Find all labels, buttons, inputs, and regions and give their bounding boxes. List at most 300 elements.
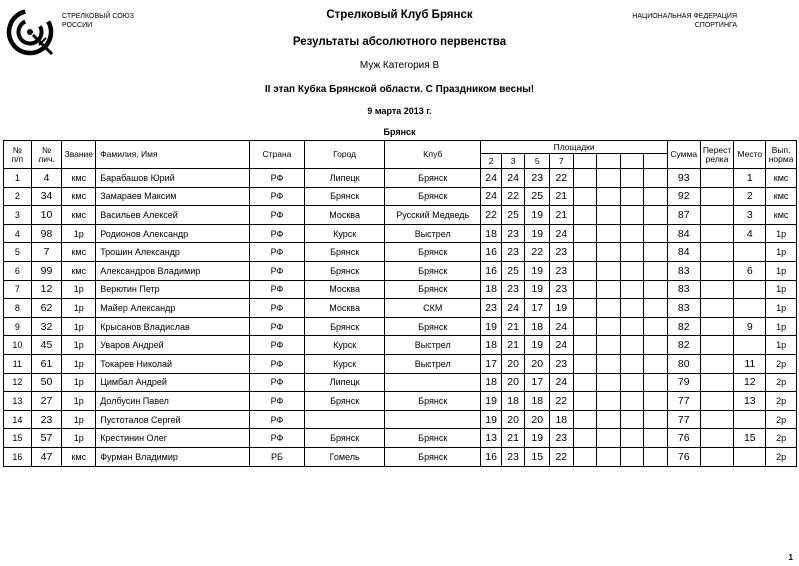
event-city: Брянск: [383, 127, 416, 137]
cell-score: 18: [525, 317, 550, 336]
cell-rank: кмс: [62, 261, 96, 280]
cell-norm: 1р: [766, 261, 797, 280]
cell-score-empty: [597, 206, 621, 225]
cell-club: Выстрел: [385, 224, 481, 243]
cell-name: Васильев Алексей: [96, 206, 250, 225]
cell-club: СКМ: [385, 299, 481, 318]
cell-shootoff: [700, 280, 734, 299]
cell-score: 23: [550, 261, 574, 280]
cell-rank: 1р: [62, 317, 96, 336]
cell-country: РФ: [249, 392, 304, 411]
cell-norm: 1р: [766, 317, 797, 336]
col-norm: Вып. норма: [766, 141, 797, 169]
cell-score: 24: [550, 373, 574, 392]
cell-sum: 79: [667, 373, 700, 392]
cell-score: 18: [525, 392, 550, 411]
cell-score: 18: [481, 336, 501, 355]
cell-score: 20: [501, 354, 525, 373]
cell-place: [734, 336, 766, 355]
cell-score: 16: [481, 243, 501, 262]
table-row: [4, 206, 797, 225]
cell-score-empty: [620, 243, 644, 262]
cell-club: Брянск: [385, 317, 481, 336]
cell-country: РФ: [249, 206, 304, 225]
platform-empty: [597, 154, 621, 169]
cell-personal-number: 23: [31, 410, 62, 429]
cell-sum: 87: [667, 206, 700, 225]
cell-rank: 1р: [62, 280, 96, 299]
table-row: [4, 280, 797, 299]
cell-sum: 83: [667, 261, 700, 280]
table-row: [4, 224, 797, 243]
cell-place: 12: [734, 373, 766, 392]
cell-place: 13: [734, 392, 766, 411]
cell-score-empty: [620, 336, 644, 355]
cell-name: Цимбал Андрей: [96, 373, 250, 392]
table-row: [4, 447, 797, 466]
cell-score-empty: [620, 206, 644, 225]
cell-score-empty: [597, 373, 621, 392]
table-row: [4, 187, 797, 206]
cell-country: РФ: [249, 410, 304, 429]
col-club: Клуб: [385, 141, 481, 169]
cell-city: Брянск: [305, 261, 385, 280]
cell-sum: 77: [667, 410, 700, 429]
cell-place: 6: [734, 261, 766, 280]
cell-norm: 2р: [766, 392, 797, 411]
col-number: № п/п: [4, 141, 32, 169]
cell-score-empty: [573, 280, 597, 299]
platform-number: 2: [481, 154, 501, 169]
platform-number: 3: [501, 154, 525, 169]
cell-rank: 1р: [62, 299, 96, 318]
cell-score-empty: [597, 336, 621, 355]
cell-score-empty: [597, 187, 621, 206]
cell-country: РФ: [249, 299, 304, 318]
cell-score: 23: [550, 429, 574, 448]
table-row: [4, 354, 797, 373]
cell-place: [734, 243, 766, 262]
cell-score: 20: [525, 354, 550, 373]
cell-rank: кмс: [62, 169, 96, 188]
cell-score: 23: [550, 280, 574, 299]
cell-score: 22: [501, 187, 525, 206]
cell-score: 20: [525, 410, 550, 429]
cell-club: Брянск: [385, 392, 481, 411]
cell-city: Брянск: [305, 243, 385, 262]
cell-score: 16: [481, 261, 501, 280]
col-name: Фамилия, Имя: [96, 141, 250, 169]
cell-score: 18: [481, 280, 501, 299]
cell-score-empty: [597, 317, 621, 336]
cell-name: Долбусин Павел: [96, 392, 250, 411]
cell-city: Курск: [305, 354, 385, 373]
cell-score-empty: [597, 410, 621, 429]
cell-score-empty: [573, 410, 597, 429]
cell-score-empty: [597, 447, 621, 466]
cell-personal-number: 57: [31, 429, 62, 448]
cell-rank: кмс: [62, 187, 96, 206]
cell-score: 23: [501, 447, 525, 466]
cell-shootoff: [700, 299, 734, 318]
cell-place: [734, 447, 766, 466]
cell-club: Русский Медведь: [385, 206, 481, 225]
cell-name: Фурман Владимир: [96, 447, 250, 466]
cell-personal-number: 62: [31, 299, 62, 318]
cell-city: Москва: [305, 206, 385, 225]
cell-score: 23: [501, 280, 525, 299]
cell-score-empty: [620, 261, 644, 280]
cell-club: Выстрел: [385, 336, 481, 355]
table-row: [4, 392, 797, 411]
cell-city: Москва: [305, 299, 385, 318]
table-row: [4, 299, 797, 318]
cell-club: Брянск: [385, 280, 481, 299]
cell-norm: 1р: [766, 243, 797, 262]
cell-score: 18: [481, 373, 501, 392]
cell-number: 6: [4, 261, 32, 280]
page-number: 1: [788, 553, 793, 562]
table-header-row: [4, 141, 797, 154]
org-left-line2: РОССИИ: [62, 22, 93, 29]
cell-score: 17: [525, 299, 550, 318]
cell-score: 24: [550, 224, 574, 243]
cell-shootoff: [700, 187, 734, 206]
cell-score: 24: [481, 169, 501, 188]
cell-personal-number: 47: [31, 447, 62, 466]
cell-score: 17: [525, 373, 550, 392]
cell-shootoff: [700, 447, 734, 466]
cell-score: 24: [550, 317, 574, 336]
cell-shootoff: [700, 317, 734, 336]
cell-score-empty: [573, 243, 597, 262]
cell-number: 15: [4, 429, 32, 448]
cell-score-empty: [573, 373, 597, 392]
category-title: Муж Категория В: [359, 60, 440, 71]
cell-number: 1: [4, 169, 32, 188]
org-right-line1: НАЦИОНАЛЬНАЯ ФЕДЕРАЦИЯ: [632, 13, 737, 20]
cell-personal-number: 12: [31, 280, 62, 299]
cell-score-empty: [620, 373, 644, 392]
cell-score: 19: [550, 299, 574, 318]
cell-number: 3: [4, 206, 32, 225]
cell-score: 23: [501, 224, 525, 243]
cell-sum: 92: [667, 187, 700, 206]
cell-score-empty: [597, 429, 621, 448]
cell-score: 23: [501, 243, 525, 262]
cell-score: 19: [525, 429, 550, 448]
cell-score-empty: [620, 169, 644, 188]
cell-shootoff: [700, 243, 734, 262]
cell-name: Уваров Андрей: [96, 336, 250, 355]
cell-score-empty: [620, 354, 644, 373]
results-table: [3, 140, 797, 467]
cell-rank: кмс: [62, 206, 96, 225]
cell-score: 19: [481, 410, 501, 429]
col-place: Место: [734, 141, 766, 169]
cell-club: Брянск: [385, 261, 481, 280]
cell-score: 21: [550, 187, 574, 206]
cell-score: 23: [550, 354, 574, 373]
cell-shootoff: [700, 354, 734, 373]
cell-sum: 80: [667, 354, 700, 373]
cell-sum: 77: [667, 392, 700, 411]
cell-score-empty: [573, 299, 597, 318]
cell-name: Крысанов Владислав: [96, 317, 250, 336]
cell-norm: кмс: [766, 206, 797, 225]
cell-number: 12: [4, 373, 32, 392]
cell-score-empty: [644, 410, 668, 429]
col-rank: Звание: [62, 141, 96, 169]
cell-score-empty: [644, 429, 668, 448]
cell-city: Курск: [305, 336, 385, 355]
cell-score-empty: [620, 392, 644, 411]
cell-score-empty: [573, 169, 597, 188]
cell-sum: 76: [667, 429, 700, 448]
cell-rank: кмс: [62, 243, 96, 262]
cell-place: [734, 410, 766, 429]
platform-number: 7: [550, 154, 574, 169]
cell-score: 20: [501, 373, 525, 392]
cell-rank: 1р: [62, 429, 96, 448]
cell-club: Выстрел: [385, 354, 481, 373]
cell-country: РБ: [249, 447, 304, 466]
cell-score: 19: [481, 392, 501, 411]
cell-place: 11: [734, 354, 766, 373]
cell-personal-number: 99: [31, 261, 62, 280]
cell-score-empty: [644, 169, 668, 188]
cell-score-empty: [644, 280, 668, 299]
cell-score-empty: [573, 447, 597, 466]
cell-country: РФ: [249, 169, 304, 188]
cell-score: 24: [481, 187, 501, 206]
table-row: [4, 169, 797, 188]
cell-city: Брянск: [305, 392, 385, 411]
table-row: [4, 243, 797, 262]
col-country: Страна: [249, 141, 304, 169]
cell-score: 20: [501, 410, 525, 429]
cell-norm: 1р: [766, 336, 797, 355]
cell-club: Брянск: [385, 187, 481, 206]
cell-score: 21: [501, 429, 525, 448]
cell-score-empty: [644, 317, 668, 336]
cell-score: 19: [525, 261, 550, 280]
cell-score: 23: [550, 243, 574, 262]
cell-score-empty: [620, 429, 644, 448]
cell-score: 18: [481, 224, 501, 243]
cell-score: 21: [501, 317, 525, 336]
cell-personal-number: 10: [31, 206, 62, 225]
cell-shootoff: [700, 392, 734, 411]
cell-place: 3: [734, 206, 766, 225]
cell-score-empty: [597, 224, 621, 243]
cell-name: Барабашов Юрий: [96, 169, 250, 188]
cell-number: 4: [4, 224, 32, 243]
cell-country: РФ: [249, 243, 304, 262]
cell-score: 18: [550, 410, 574, 429]
cell-personal-number: 34: [31, 187, 62, 206]
cell-country: РФ: [249, 354, 304, 373]
cell-city: Курск: [305, 224, 385, 243]
cell-name: Токарев Николай: [96, 354, 250, 373]
cell-country: РФ: [249, 336, 304, 355]
cell-place: 9: [734, 317, 766, 336]
cell-score-empty: [644, 447, 668, 466]
cell-score-empty: [573, 336, 597, 355]
cell-shootoff: [700, 261, 734, 280]
cell-shootoff: [700, 169, 734, 188]
stage-title: II этап Кубка Брянской области. С Праздником весны!: [264, 84, 535, 95]
cell-score: 23: [525, 169, 550, 188]
table-row: [4, 373, 797, 392]
cell-sum: 82: [667, 317, 700, 336]
cell-club: Брянск: [385, 169, 481, 188]
cell-score-empty: [597, 243, 621, 262]
cell-place: [734, 280, 766, 299]
cell-personal-number: 7: [31, 243, 62, 262]
cell-club: Брянск: [385, 429, 481, 448]
cell-score: 25: [525, 187, 550, 206]
cell-sum: 84: [667, 243, 700, 262]
cell-sum: 82: [667, 336, 700, 355]
cell-score: 22: [525, 243, 550, 262]
cell-score: 17: [481, 354, 501, 373]
cell-personal-number: 50: [31, 373, 62, 392]
cell-score-empty: [620, 447, 644, 466]
table-row: [4, 261, 797, 280]
cell-norm: кмс: [766, 187, 797, 206]
cell-personal-number: 27: [31, 392, 62, 411]
cell-score: 22: [550, 169, 574, 188]
cell-score: 19: [525, 336, 550, 355]
cell-score-empty: [620, 280, 644, 299]
table-row: [4, 317, 797, 336]
cell-city: Липецк: [305, 373, 385, 392]
cell-name: Родионов Александр: [96, 224, 250, 243]
cell-score-empty: [644, 299, 668, 318]
cell-score-empty: [644, 373, 668, 392]
cell-club: Брянск: [385, 447, 481, 466]
event-date: 9 марта 2013 г.: [367, 106, 432, 116]
cell-score-empty: [573, 354, 597, 373]
cell-place: 2: [734, 187, 766, 206]
cell-number: 14: [4, 410, 32, 429]
cell-name: Верютин Петр: [96, 280, 250, 299]
cell-norm: 1р: [766, 299, 797, 318]
cell-name: Трошин Александр: [96, 243, 250, 262]
cell-score-empty: [597, 261, 621, 280]
cell-country: РФ: [249, 429, 304, 448]
platform-empty: [644, 154, 668, 169]
cell-number: 9: [4, 317, 32, 336]
platform-number: 5: [525, 154, 550, 169]
cell-shootoff: [700, 206, 734, 225]
cell-score-empty: [597, 169, 621, 188]
cell-rank: 1р: [62, 410, 96, 429]
cell-personal-number: 98: [31, 224, 62, 243]
cell-club: [385, 373, 481, 392]
cell-norm: 2р: [766, 354, 797, 373]
cell-score-empty: [597, 354, 621, 373]
cell-sum: 83: [667, 299, 700, 318]
cell-place: [734, 299, 766, 318]
cell-score-empty: [644, 206, 668, 225]
col-personal-number: № лич.: [31, 141, 62, 169]
cell-score-empty: [573, 206, 597, 225]
results-title: Результаты абсолютного первенства: [292, 36, 507, 48]
cell-score-empty: [597, 392, 621, 411]
cell-norm: 2р: [766, 410, 797, 429]
cell-score-empty: [620, 410, 644, 429]
cell-sum: 93: [667, 169, 700, 188]
cell-country: РФ: [249, 280, 304, 299]
col-city: Город: [305, 141, 385, 169]
cell-city: Брянск: [305, 187, 385, 206]
cell-shootoff: [700, 429, 734, 448]
cell-score-empty: [644, 336, 668, 355]
cell-sum: 76: [667, 447, 700, 466]
cell-club: Брянск: [385, 243, 481, 262]
cell-score-empty: [597, 280, 621, 299]
cell-score-empty: [573, 429, 597, 448]
cell-rank: 1р: [62, 392, 96, 411]
cell-city: [305, 410, 385, 429]
cell-shootoff: [700, 224, 734, 243]
cell-sum: 83: [667, 280, 700, 299]
cell-score-empty: [573, 317, 597, 336]
table-row: [4, 336, 797, 355]
cell-score-empty: [644, 187, 668, 206]
cell-score-empty: [644, 243, 668, 262]
cell-score: 24: [550, 336, 574, 355]
cell-shootoff: [700, 410, 734, 429]
cell-personal-number: 61: [31, 354, 62, 373]
cell-place: 15: [734, 429, 766, 448]
cell-number: 5: [4, 243, 32, 262]
cell-city: Брянск: [305, 429, 385, 448]
cell-rank: 1р: [62, 224, 96, 243]
cell-rank: 1р: [62, 336, 96, 355]
cell-score: 19: [525, 224, 550, 243]
org-right-line2: СПОРТИНГА: [694, 22, 737, 29]
cell-score: 18: [501, 392, 525, 411]
cell-score: 25: [501, 206, 525, 225]
cell-country: РФ: [249, 261, 304, 280]
cell-score: 24: [501, 169, 525, 188]
cell-score: 21: [550, 206, 574, 225]
cell-score: 19: [525, 206, 550, 225]
cell-score: 24: [501, 299, 525, 318]
cell-score-empty: [620, 187, 644, 206]
cell-score: 15: [525, 447, 550, 466]
cell-norm: 2р: [766, 447, 797, 466]
cell-score-empty: [644, 261, 668, 280]
cell-number: 8: [4, 299, 32, 318]
cell-score-empty: [620, 299, 644, 318]
cell-score: 23: [481, 299, 501, 318]
cell-score-empty: [620, 317, 644, 336]
cell-place: 1: [734, 169, 766, 188]
cell-country: РФ: [249, 224, 304, 243]
cell-norm: 2р: [766, 429, 797, 448]
cell-club: [385, 410, 481, 429]
col-platforms: Площадки: [481, 141, 667, 154]
cell-shootoff: [700, 373, 734, 392]
cell-norm: кмс: [766, 169, 797, 188]
cell-number: 11: [4, 354, 32, 373]
cell-score: 19: [525, 280, 550, 299]
cell-name: Пустоталов Сергей: [96, 410, 250, 429]
